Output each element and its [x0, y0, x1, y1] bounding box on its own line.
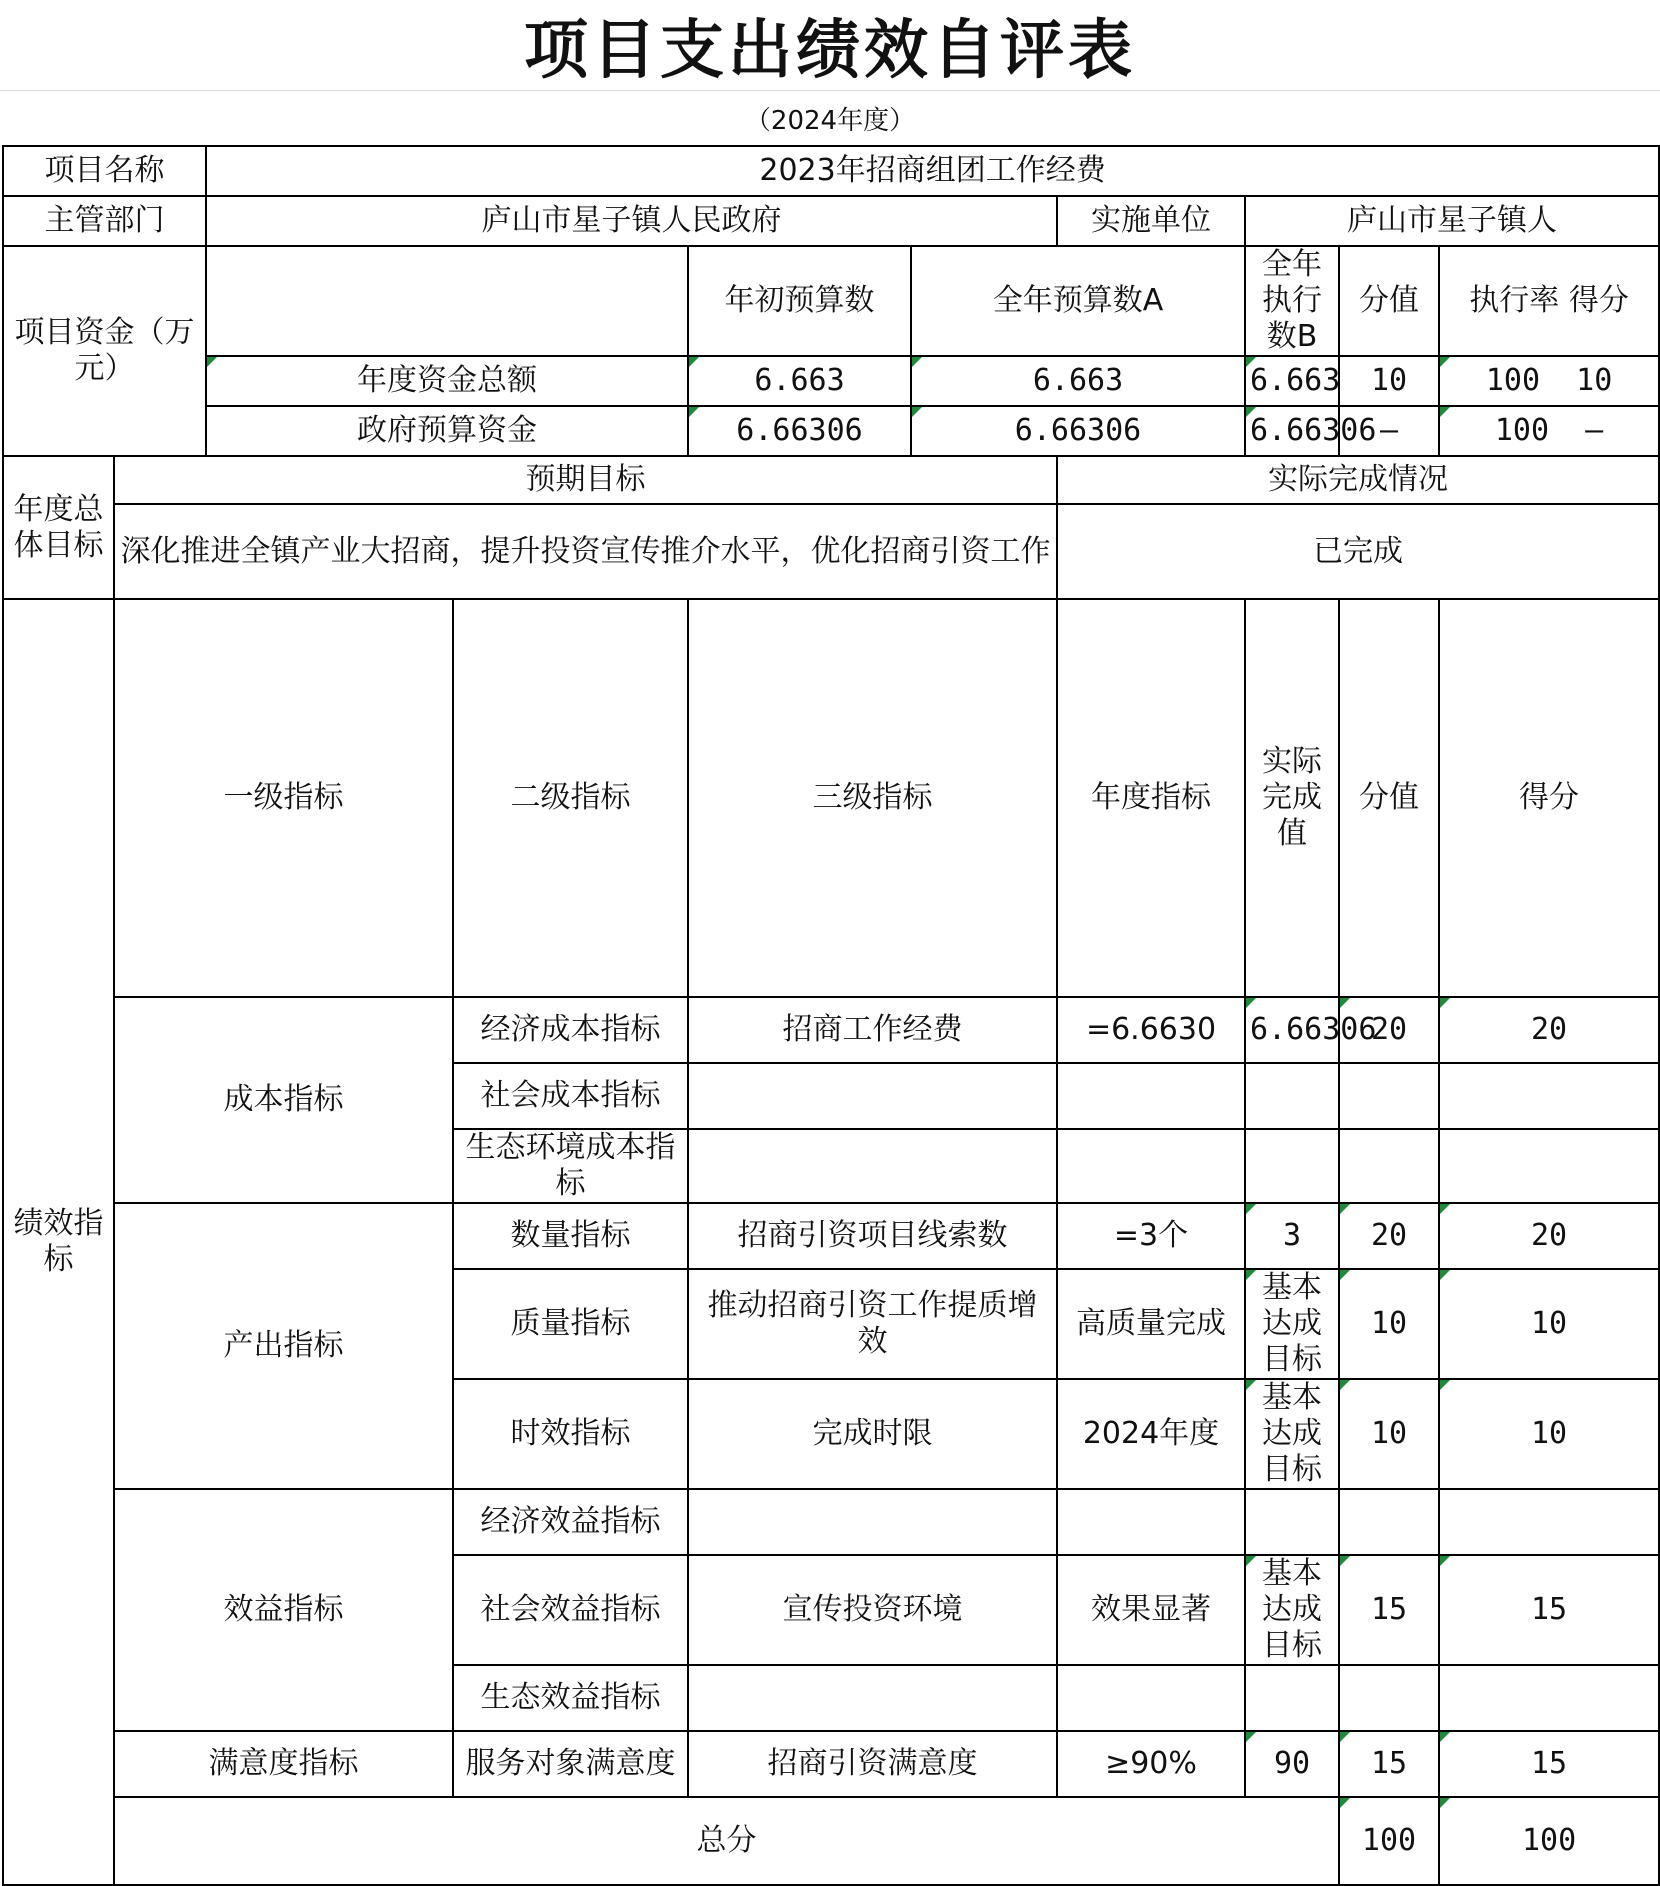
indicator-level2: 生态环境成本指标: [453, 1129, 688, 1203]
funds-label: 项目资金（万元）: [3, 246, 206, 456]
indicator-header-score: 得分: [1439, 599, 1659, 997]
indicator-target: 效果显著: [1057, 1555, 1245, 1665]
actual-completion-text: 已完成: [1057, 504, 1659, 599]
indicator-score: 15: [1439, 1731, 1659, 1797]
indicator-value: 10: [1339, 1269, 1439, 1379]
indicator-score: 20: [1439, 997, 1659, 1063]
indicator-level2: 生态效益指标: [453, 1665, 688, 1731]
indicator-actual: 90: [1245, 1731, 1339, 1797]
indicator-level3: [688, 1129, 1057, 1203]
indicator-level2: 经济成本指标: [453, 997, 688, 1063]
funds-score-value-cell: —: [1339, 406, 1439, 456]
indicator-header-level1: 一级指标: [114, 599, 453, 997]
indicator-value: 15: [1339, 1555, 1439, 1665]
indicator-row: [3, 1731, 1659, 1797]
funds-score-cell: 10: [1576, 363, 1613, 398]
indicator-value: 15: [1339, 1731, 1439, 1797]
indicator-value: [1339, 1665, 1439, 1731]
indicator-target: =3个: [1057, 1203, 1245, 1269]
year-subtitle: （2024年度）: [744, 105, 916, 136]
performance-indicators-label: 绩效指标: [3, 599, 114, 1885]
indicator-value: 10: [1339, 1379, 1439, 1489]
funds-annual-cell: 6.66306: [911, 406, 1245, 456]
project-name-value: 2023年招商组团工作经费: [206, 146, 1659, 196]
indicator-score: [1439, 1665, 1659, 1731]
implementing-unit-value: 庐山市星子镇人: [1245, 196, 1659, 246]
funds-initial-cell: 6.663: [688, 356, 911, 406]
indicator-header-value: 分值: [1339, 599, 1439, 997]
indicator-actual: [1245, 1665, 1339, 1731]
indicator-score: [1439, 1129, 1659, 1203]
funds-score-cell: —: [1585, 413, 1604, 448]
indicator-level1: 效益指标: [114, 1489, 453, 1731]
funds-header-score-value: 分值: [1339, 246, 1439, 356]
indicator-level3: 招商引资满意度: [688, 1731, 1057, 1797]
indicator-header-level2: 二级指标: [453, 599, 688, 997]
expected-goal-text: 深化推进全镇产业大招商，提升投资宣传推介水平，优化招商引资工作: [114, 504, 1057, 599]
funds-row-label: 年度资金总额: [206, 356, 688, 406]
indicator-target: 2024年度: [1057, 1379, 1245, 1489]
indicator-level2: 经济效益指标: [453, 1489, 688, 1555]
indicator-score: [1439, 1063, 1659, 1129]
annual-goal-label: 年度总体目标: [3, 456, 114, 599]
indicator-score: 20: [1439, 1203, 1659, 1269]
indicator-target: [1057, 1489, 1245, 1555]
indicator-target: ≥90%: [1057, 1731, 1245, 1797]
indicator-target: [1057, 1665, 1245, 1731]
indicator-header-level3: 三级指标: [688, 599, 1057, 997]
indicator-level1: 满意度指标: [114, 1731, 453, 1797]
indicator-actual: 基本达成目标: [1245, 1269, 1339, 1379]
indicator-level2: 社会成本指标: [453, 1063, 688, 1129]
funds-row-label: 政府预算资金: [206, 406, 688, 456]
indicator-actual: [1245, 1129, 1339, 1203]
indicator-level1: 成本指标: [114, 997, 453, 1203]
indicator-actual: 基本达成目标: [1245, 1555, 1339, 1665]
project-name-label: 项目名称: [3, 146, 206, 196]
indicator-level3: 推动招商引资工作提质增效: [688, 1269, 1057, 1379]
funds-executed-cell: 6.663: [1245, 356, 1339, 406]
funds-header-blank: [206, 246, 688, 356]
total-label: 总分: [114, 1797, 1339, 1885]
indicator-target: [1057, 1129, 1245, 1203]
indicator-score: 10: [1439, 1269, 1659, 1379]
indicator-target: =6.6630: [1057, 997, 1245, 1063]
funds-header-executed: 全年执行数B: [1245, 246, 1339, 356]
indicator-score: 10: [1439, 1379, 1659, 1489]
funds-rate-score-cell: [1439, 406, 1659, 456]
indicator-value: [1339, 1129, 1439, 1203]
indicator-target: 高质量完成: [1057, 1269, 1245, 1379]
indicator-score: 15: [1439, 1555, 1659, 1665]
actual-completion-header: 实际完成情况: [1057, 456, 1659, 504]
indicator-level2: 质量指标: [453, 1269, 688, 1379]
funds-executed-cell: 6.66306: [1245, 406, 1339, 456]
indicator-header-actual: 实际完成值: [1245, 599, 1339, 997]
indicator-level2: 服务对象满意度: [453, 1731, 688, 1797]
expected-goal-header: 预期目标: [114, 456, 1057, 504]
indicator-header-target: 年度指标: [1057, 599, 1245, 997]
funds-initial-cell: 6.66306: [688, 406, 911, 456]
implementing-unit-label: 实施单位: [1057, 196, 1245, 246]
indicator-level1: 产出指标: [114, 1203, 453, 1489]
indicator-level3: [688, 1489, 1057, 1555]
funds-score-value-cell: 10: [1339, 356, 1439, 406]
indicator-level2: 时效指标: [453, 1379, 688, 1489]
total-value: 100: [1339, 1797, 1439, 1885]
indicator-level3: 招商引资项目线索数: [688, 1203, 1057, 1269]
indicator-level3: 招商工作经费: [688, 997, 1057, 1063]
indicator-level3: 宣传投资环境: [688, 1555, 1057, 1665]
department-label: 主管部门: [3, 196, 206, 246]
indicator-level2: 数量指标: [453, 1203, 688, 1269]
funds-header-score: 得分: [1568, 283, 1629, 318]
page-title: 项目支出绩效自评表: [0, 0, 1660, 91]
indicator-value: 20: [1339, 997, 1439, 1063]
indicator-level3: 完成时限: [688, 1379, 1057, 1489]
indicator-row: [3, 997, 1659, 1063]
indicator-value: [1339, 1489, 1439, 1555]
indicator-target: [1057, 1063, 1245, 1129]
funds-rate-cell: 100: [1494, 413, 1550, 448]
indicator-level3: [688, 1665, 1057, 1731]
indicator-actual: [1245, 1063, 1339, 1129]
funds-header-initial: 年初预算数: [688, 246, 911, 356]
funds-rate-score-cell: [1439, 356, 1659, 406]
funds-annual-cell: 6.663: [911, 356, 1245, 406]
indicator-level2: 社会效益指标: [453, 1555, 688, 1665]
indicator-actual: 基本达成目标: [1245, 1379, 1339, 1489]
indicator-value: [1339, 1063, 1439, 1129]
funds-rate-cell: 100: [1485, 363, 1541, 398]
department-value: 庐山市星子镇人民政府: [206, 196, 1057, 246]
indicator-level3: [688, 1063, 1057, 1129]
indicator-actual: [1245, 1489, 1339, 1555]
funds-header-rate-score: [1439, 246, 1659, 356]
funds-header-rate: 执行率: [1469, 283, 1560, 318]
total-score: 100: [1439, 1797, 1659, 1885]
evaluation-table: [2, 145, 1660, 1886]
indicator-actual: 3: [1245, 1203, 1339, 1269]
indicator-actual: 6.66306: [1245, 997, 1339, 1063]
indicator-value: 20: [1339, 1203, 1439, 1269]
indicator-row: [3, 1203, 1659, 1269]
indicator-score: [1439, 1489, 1659, 1555]
indicator-row: [3, 1489, 1659, 1555]
total-row: [3, 1797, 1659, 1885]
funds-header-annual: 全年预算数A: [911, 246, 1245, 356]
